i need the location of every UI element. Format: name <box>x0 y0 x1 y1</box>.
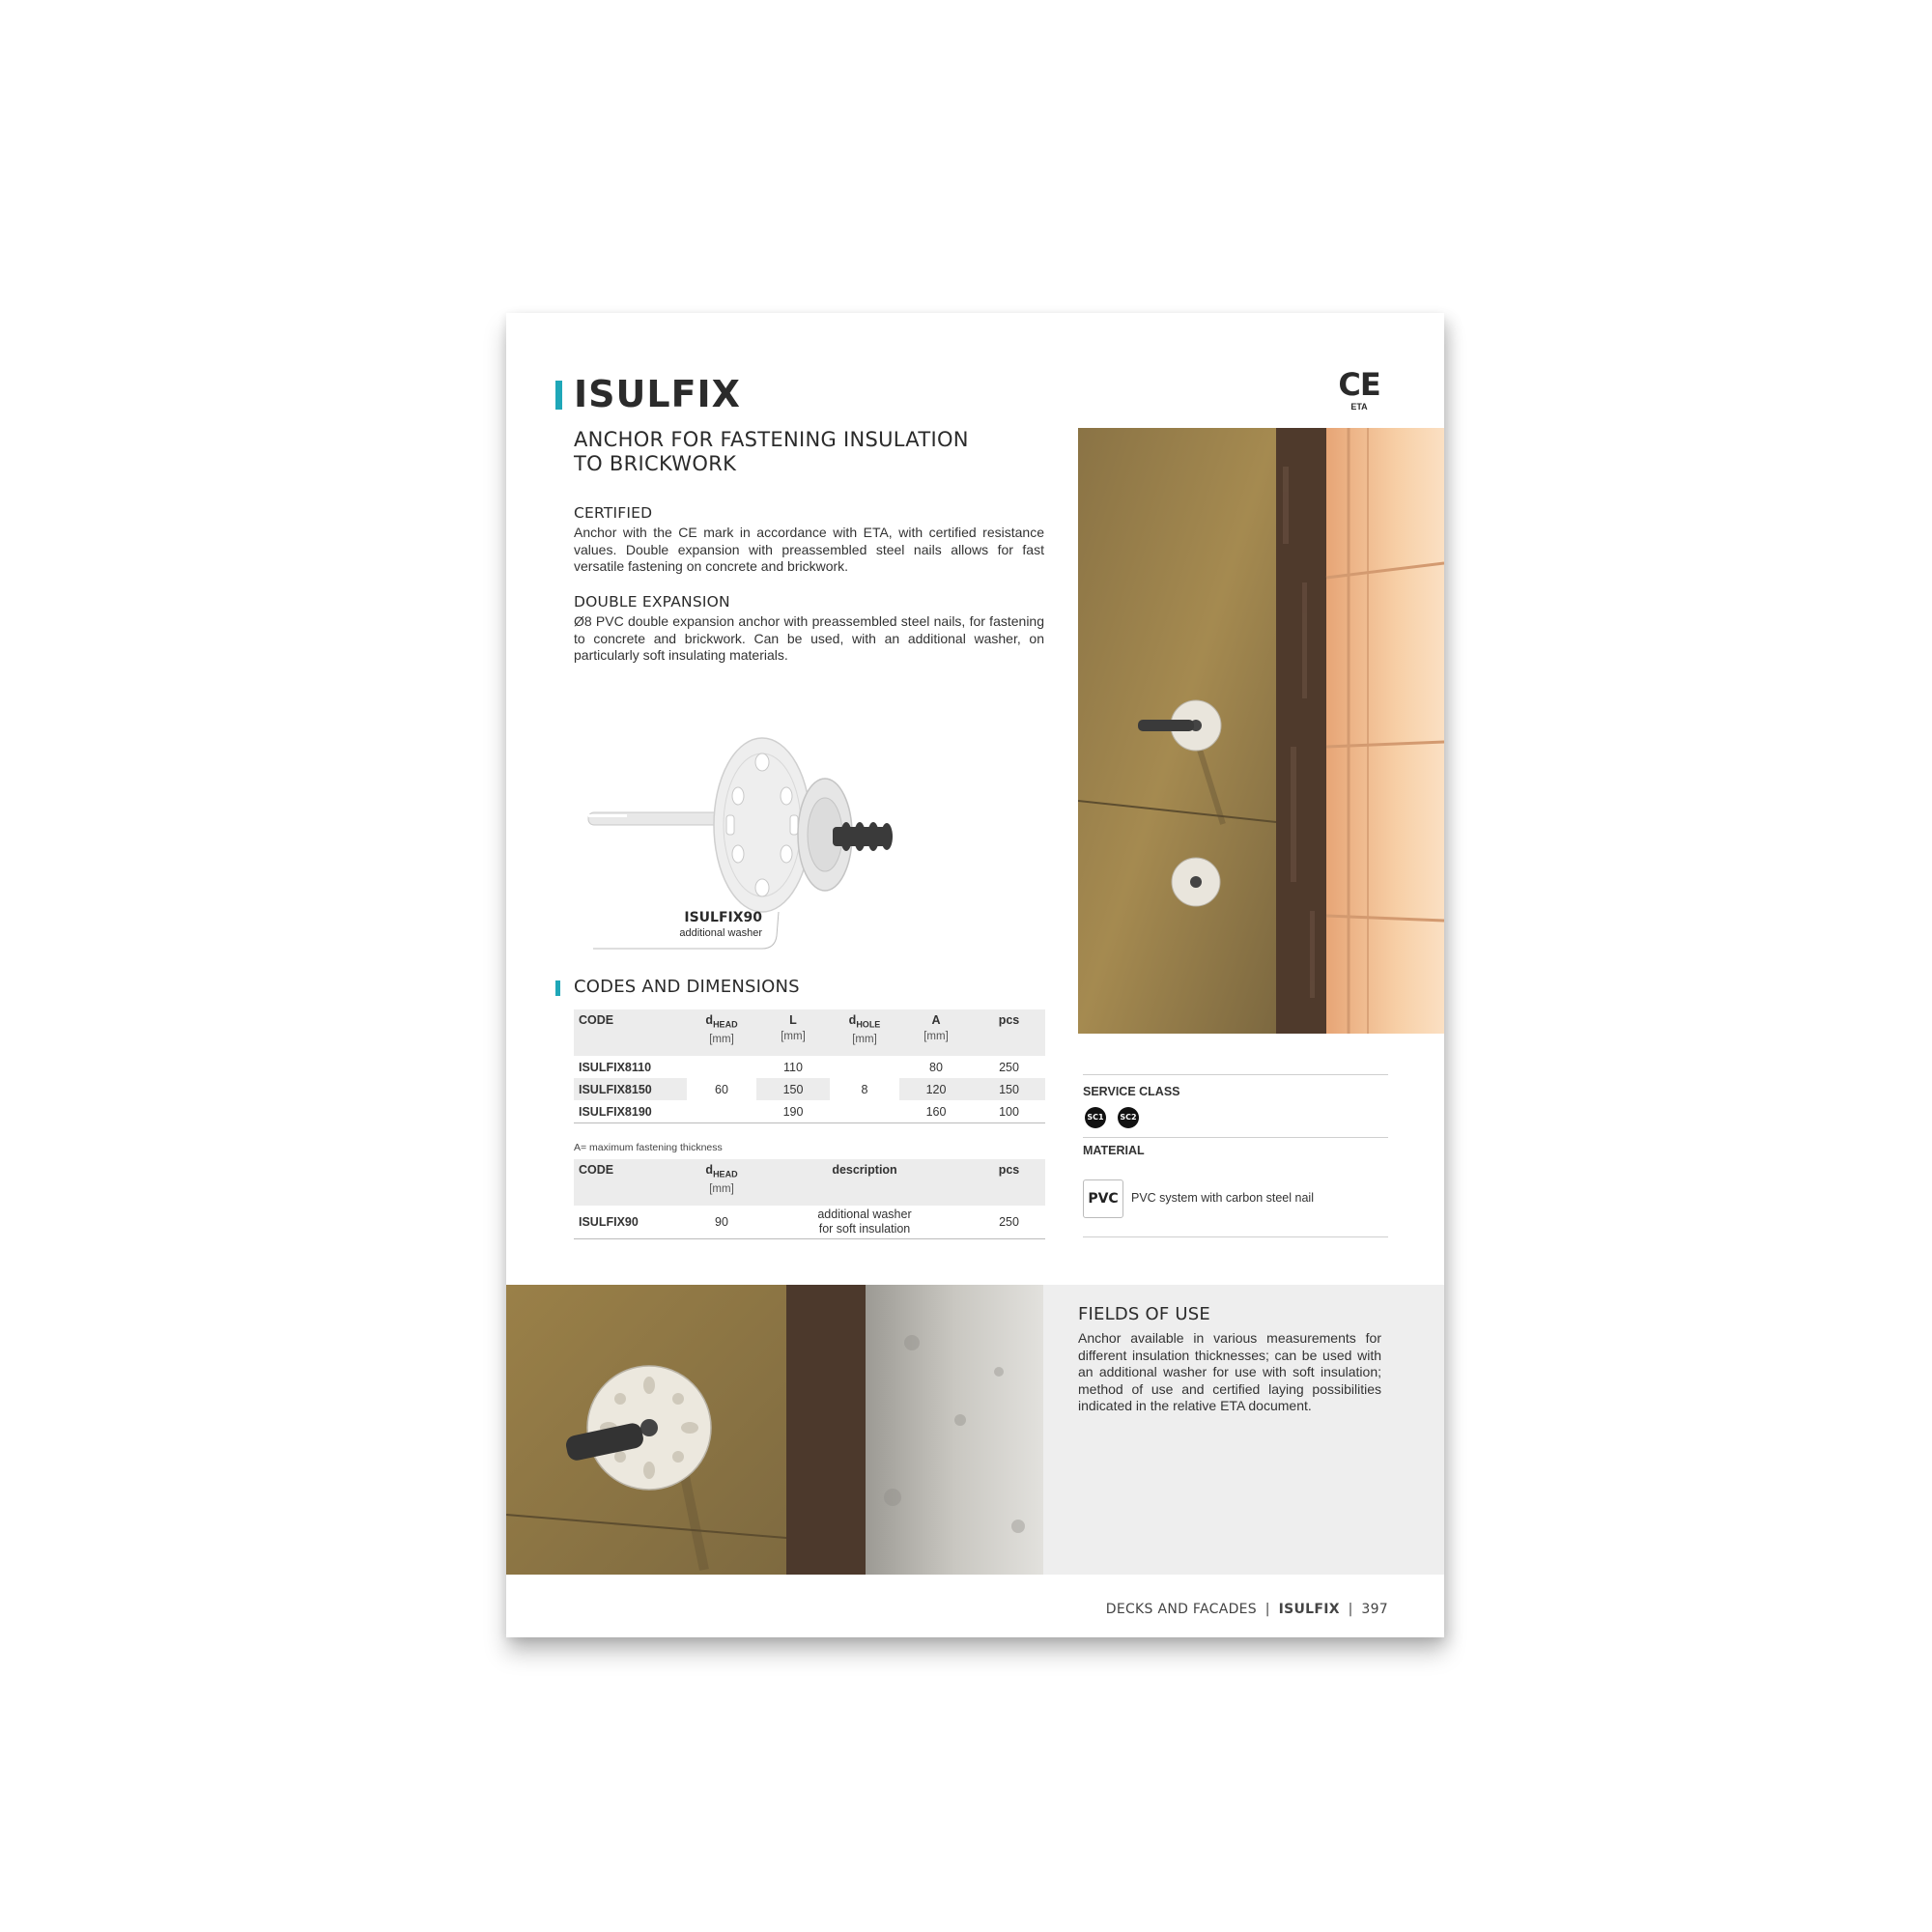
row-code: ISULFIX90 <box>579 1214 639 1229</box>
shared-dhole: 8 <box>861 1082 868 1096</box>
shared-dhead: 60 <box>715 1082 728 1096</box>
footer-page-number: 397 <box>1361 1602 1388 1617</box>
table-row <box>574 1078 1045 1100</box>
row-description: additional washer for soft insulation <box>817 1207 912 1236</box>
row-pcs: 100 <box>999 1104 1019 1119</box>
certified-text: Anchor with the CE mark in accordance with ETA, with certified resistance values. Double expansion with preassembled steel nails allows for fast versatile fastening on concrete and brickwork. <box>574 525 1044 574</box>
codes-table-header <box>574 1009 1045 1056</box>
divider <box>1083 1236 1388 1237</box>
row-a: 120 <box>899 1078 973 1100</box>
row-pcs: 150 <box>973 1078 1045 1100</box>
col-description: description <box>756 1159 973 1206</box>
page-footer: DECKS AND FACADES | ISULFIX | 397 <box>1105 1602 1388 1617</box>
col-a: A [mm] <box>899 1009 973 1056</box>
col-code: CODE <box>574 1159 687 1206</box>
row-pcs: 250 <box>999 1060 1019 1074</box>
product-illustration <box>583 670 1028 960</box>
service-class-label: SERVICE CLASS <box>1083 1085 1180 1098</box>
table-row <box>574 1100 1045 1123</box>
pvc-material-icon: PVC <box>1083 1179 1123 1218</box>
subtitle-line-1: ANCHOR FOR FASTENING INSULATION <box>574 428 969 451</box>
divider <box>1083 1074 1388 1075</box>
table-row <box>574 1206 1045 1238</box>
application-photo-concrete <box>506 1285 1043 1575</box>
sc2-badge-icon: SC2 <box>1118 1107 1139 1128</box>
footer-product: ISULFIX <box>1278 1602 1340 1617</box>
divider <box>1083 1137 1388 1138</box>
certified-heading: CERTIFIED <box>574 504 653 522</box>
col-pcs: pcs <box>973 1009 1045 1056</box>
double-expansion-text: Ø8 PVC double expansion anchor with preassembled steel nails, for fastening to concrete and brickwork. Can be used, with an additional washer, on particularly soft insulating materials. <box>574 613 1044 663</box>
col-code: CODE <box>574 1009 687 1056</box>
codes-heading: CODES AND DIMENSIONS <box>574 977 800 997</box>
page-title: ISULFIX <box>574 373 741 415</box>
row-pcs: 250 <box>999 1214 1019 1229</box>
codes-table <box>574 1009 1045 1123</box>
title-accent-bar <box>555 381 562 410</box>
material-text: PVC system with carbon steel nail <box>1131 1191 1314 1205</box>
col-pcs: pcs <box>973 1159 1045 1206</box>
washer-table <box>574 1159 1045 1239</box>
row-l: 190 <box>782 1104 804 1119</box>
callout-title: ISULFIX90 <box>684 910 762 925</box>
table-note: A= maximum fastening thickness <box>574 1142 723 1153</box>
col-dhead: $d_{HEAD}$ [mm] <box>687 1009 756 1056</box>
row-a: 160 <box>925 1104 947 1119</box>
application-photo-brickwork <box>1078 428 1444 1034</box>
table-row <box>574 1056 1045 1078</box>
row-code: ISULFIX8150 <box>574 1078 687 1100</box>
sc1-badge-icon: SC1 <box>1085 1107 1106 1128</box>
col-l: L [mm] <box>756 1009 830 1056</box>
double-expansion-heading: DOUBLE EXPANSION <box>574 593 730 611</box>
col-dhole: $d_{HOLE}$ [mm] <box>830 1009 899 1056</box>
subtitle-line-2: TO BRICKWORK <box>574 452 737 475</box>
material-label: MATERIAL <box>1083 1144 1145 1157</box>
col-dhead: $d_{HEAD}$ [mm] <box>687 1159 756 1206</box>
footer-section: DECKS AND FACADES <box>1105 1602 1257 1617</box>
catalog-page <box>506 313 1444 1637</box>
fields-of-use-heading: FIELDS OF USE <box>1078 1304 1210 1324</box>
row-l: 150 <box>756 1078 830 1100</box>
codes-accent-bar <box>555 980 560 996</box>
ce-mark-icon: CE ETA <box>1338 366 1380 412</box>
row-code: ISULFIX8110 <box>579 1060 652 1074</box>
fields-of-use-panel <box>1043 1285 1444 1575</box>
row-code: ISULFIX8190 <box>579 1104 652 1119</box>
fields-of-use-text: Anchor available in various measurements for different insulation thicknesses; can be used with an additional washer for use with soft insulation; method of use and certified laying possibilities indicated in the relative ETA document. <box>1078 1330 1381 1413</box>
callout-subtitle: additional washer <box>679 927 762 939</box>
row-a: 80 <box>929 1060 943 1074</box>
washer-table-header <box>574 1159 1045 1206</box>
page-subtitle <box>574 428 969 476</box>
row-dhead: 90 <box>715 1214 728 1229</box>
row-l: 110 <box>783 1060 803 1074</box>
